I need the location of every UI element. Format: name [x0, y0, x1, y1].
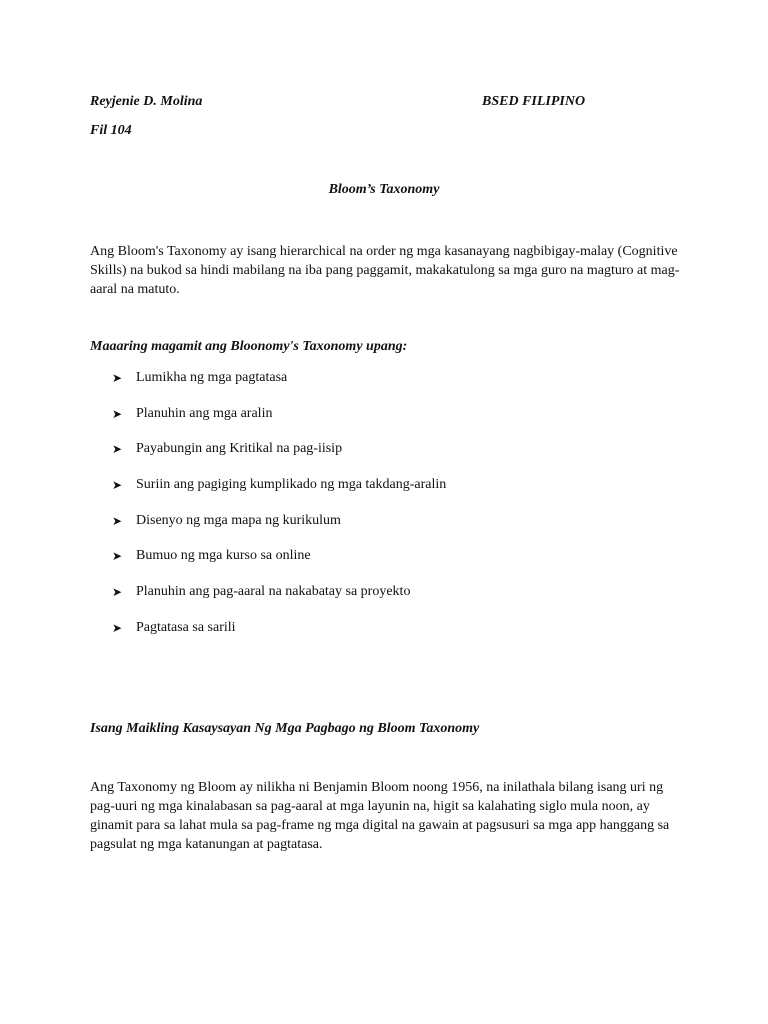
- list-item-label: Planuhin ang pag-aaral na nakabatay sa proyekto: [136, 584, 411, 600]
- list-item-label: Suriin ang pagiging kumplikado ng mga takdang-aralin: [136, 477, 447, 493]
- arrow-bullet-icon: ➤: [112, 585, 123, 600]
- arrow-bullet-icon: ➤: [112, 620, 123, 635]
- list-item: [112, 583, 446, 619]
- arrow-bullet-icon: ➤: [112, 478, 123, 493]
- list-item: [112, 440, 446, 476]
- list-item: [112, 547, 446, 583]
- list-item-label: Payabungin ang Kritikal na pag-iisip: [136, 441, 343, 457]
- uses-heading: Maaaring magamit ang Bloonomy's Taxonomy upang:: [90, 339, 408, 354]
- list-item-label: Lumikha ng mga pagtatasa: [136, 370, 288, 385]
- list-item: [112, 405, 446, 441]
- course-code: Fil 104: [90, 123, 132, 138]
- list-item: [112, 512, 446, 548]
- arrow-bullet-icon: ➤: [112, 406, 123, 421]
- arrow-bullet-icon: ➤: [112, 442, 123, 457]
- arrow-bullet-icon: ➤: [112, 513, 123, 528]
- uses-list: [112, 369, 446, 655]
- arrow-bullet-icon: ➤: [112, 549, 123, 564]
- list-item: [112, 476, 446, 512]
- list-item: [112, 369, 446, 405]
- list-item-label: Bumuo ng mga kurso sa online: [136, 548, 311, 564]
- author-name: Reyjenie D. Molina: [90, 94, 203, 109]
- history-heading: Isang Maikling Kasaysayan Ng Mga Pagbago ng Bloom Taxonomy: [90, 721, 480, 736]
- list-item-label: Disenyo ng mga mapa ng kurikulum: [136, 512, 341, 528]
- history-paragraph: Ang Taxonomy ng Bloom ay nilikha ni Benjamin Bloom noong 1956, na inilathala bilang isang uri ng pag-uuri ng mga kinalabasan sa pag-aaral at mga layunin na, higit sa kalahating siglo mula noon, ay ginamit para sa lahat mula sa pag-frame ng mga digital na gawain at pagsusuri sa mga app hanggang sa pagsulat ng mga katanungan at pagtatasa.: [90, 780, 670, 852]
- program-name: BSED FILIPINO: [482, 94, 586, 109]
- arrow-bullet-icon: ➤: [112, 371, 123, 385]
- list-item-label: Pagtatasa sa sarili: [136, 619, 236, 635]
- list-item-label: Planuhin ang mga aralin: [136, 405, 273, 421]
- intro-paragraph: Ang Bloom's Taxonomy ay isang hierarchical na order ng mga kasanayang nagbibigay-malay (Cognitive Skills) na bukod sa hindi mabilang na iba pang paggamit, makakatulong sa mga guro na magturo at mag-aaral na matuto.: [90, 244, 680, 297]
- list-item: [112, 619, 446, 655]
- page-title: Bloom’s Taxonomy: [328, 182, 440, 197]
